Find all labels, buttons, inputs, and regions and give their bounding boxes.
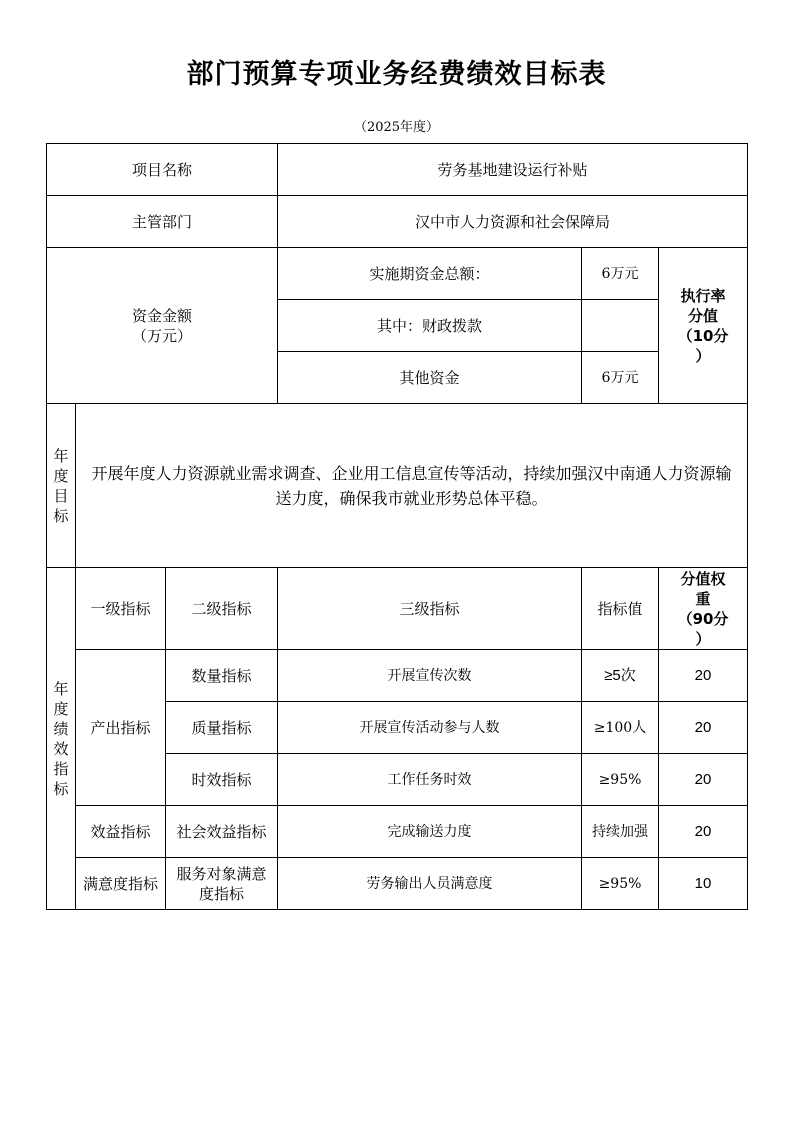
header-weight-line1: 分值权	[680, 569, 726, 588]
value-cell: ≥5次	[582, 650, 659, 702]
execution-rate-score-label	[659, 248, 748, 404]
project-name-label: 项目名称	[47, 144, 278, 196]
header-weight-line3: （90分	[677, 609, 729, 628]
value-cell: ≥95%	[582, 754, 659, 806]
indicators-label-char: 效	[53, 739, 69, 758]
value-cell: 持续加强	[582, 806, 659, 858]
execution-rate-line4: ）	[695, 346, 711, 365]
funds-total-value: 6万元	[582, 248, 659, 300]
table-row	[47, 650, 748, 702]
level2-cell: 社会效益指标	[166, 806, 278, 858]
header-level3: 三级指标	[278, 568, 582, 650]
page-title: 部门预算专项业务经费绩效目标表	[186, 59, 607, 90]
header-weight	[659, 568, 748, 650]
funds-other-label: 其他资金	[278, 352, 582, 404]
header-level2: 二级指标	[166, 568, 278, 650]
project-name-value: 劳务基地建设运行补贴	[278, 144, 748, 196]
value-cell: ≥100人	[582, 702, 659, 754]
funds-label-line2: （万元）	[131, 326, 192, 345]
funds-fiscal-label: 其中：财政拨款	[278, 300, 582, 352]
annual-goal-label-char: 目	[53, 486, 69, 505]
level3-cell: 工作任务时效	[278, 754, 582, 806]
weight-cell: 20	[659, 650, 748, 702]
annual-goal-label-char: 标	[53, 506, 69, 525]
page-subtitle: （2025年度）	[353, 120, 440, 135]
funds-other-value: 6万元	[582, 352, 659, 404]
level2-line1: 服务对象满意	[176, 864, 267, 883]
level3-cell: 完成输送力度	[278, 806, 582, 858]
execution-rate-line2: 分值	[688, 306, 719, 325]
execution-rate-line3: （10分	[677, 326, 729, 345]
annual-goal-label-char: 度	[53, 466, 69, 485]
table-row	[47, 806, 748, 858]
level3-cell: 开展宣传次数	[278, 650, 582, 702]
indicators-label-char: 年	[53, 679, 69, 698]
funds-total-label: 实施期资金总额：	[278, 248, 582, 300]
execution-rate-line1: 执行率	[680, 286, 726, 305]
annual-goal-label	[47, 404, 76, 568]
funds-fiscal-value	[582, 300, 659, 352]
level1-satisfaction: 满意度指标	[76, 858, 166, 910]
header-level1: 一级指标	[76, 568, 166, 650]
funds-label	[47, 248, 278, 404]
weight-cell: 20	[659, 754, 748, 806]
performance-table	[46, 143, 748, 910]
header-value: 指标值	[582, 568, 659, 650]
table-row	[47, 858, 748, 910]
level1-output: 产出指标	[76, 650, 166, 806]
annual-goal-label-char: 年	[53, 446, 69, 465]
level1-benefit: 效益指标	[76, 806, 166, 858]
annual-goal-text: 开展年度人力资源就业需求调查、企业用工信息宣传等活动，持续加强汉中南通人力资源输送力度，确保我市就业形势总体平稳。	[76, 404, 748, 568]
level3-cell: 劳务输出人员满意度	[278, 858, 582, 910]
level2-cell: 数量指标	[166, 650, 278, 702]
value-cell: ≥95%	[582, 858, 659, 910]
level3-cell: 开展宣传活动参与人数	[278, 702, 582, 754]
indicators-label-char: 绩	[53, 719, 69, 738]
header-weight-line4: ）	[695, 629, 711, 648]
indicators-label-char: 标	[53, 779, 69, 798]
department-label: 主管部门	[47, 196, 278, 248]
indicators-label-char: 指	[53, 759, 69, 778]
level2-cell: 时效指标	[166, 754, 278, 806]
funds-label-line1: 资金金额	[131, 306, 192, 325]
level2-cell: 质量指标	[166, 702, 278, 754]
level2-line2: 度指标	[198, 884, 244, 903]
department-value: 汉中市人力资源和社会保障局	[278, 196, 748, 248]
indicators-label	[47, 568, 76, 910]
header-weight-line2: 重	[695, 589, 711, 608]
level2-cell	[166, 858, 278, 910]
weight-cell: 20	[659, 702, 748, 754]
weight-cell: 10	[659, 858, 748, 910]
indicators-label-char: 度	[53, 699, 69, 718]
weight-cell: 20	[659, 806, 748, 858]
